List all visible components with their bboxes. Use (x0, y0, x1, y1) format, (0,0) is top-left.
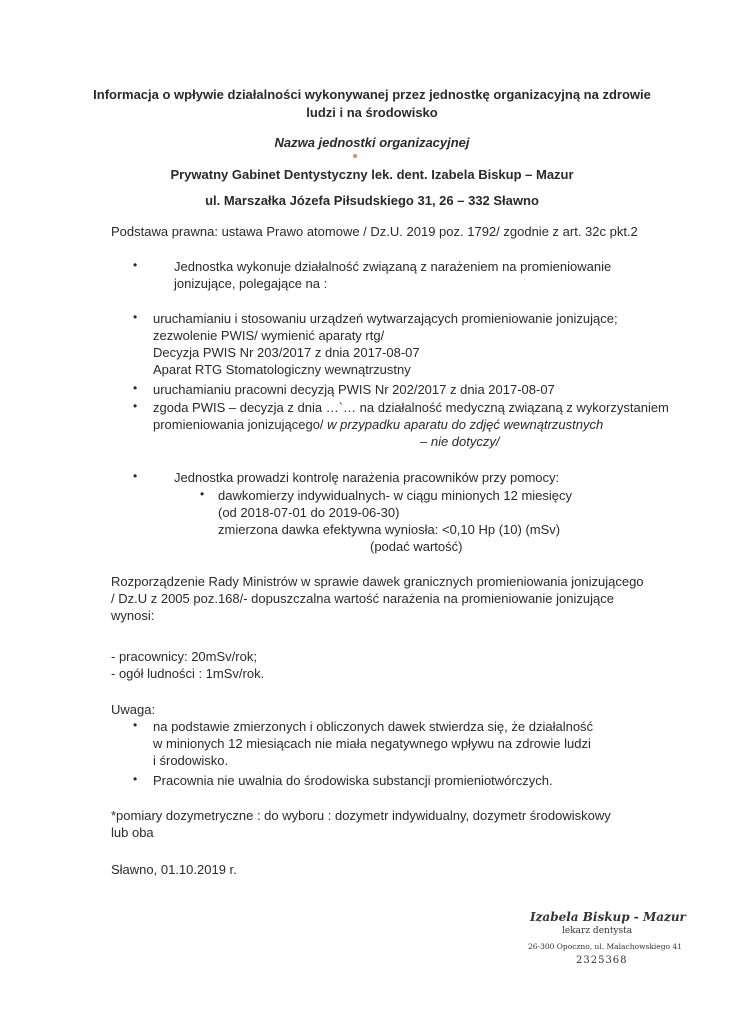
section2-sub1: dawkomierzy indywidualnych- w ciągu minionych 12 miesięcy (218, 488, 573, 503)
bullet-marker: • (133, 469, 138, 483)
section1-line2: jonizujące, polegające na : (174, 276, 328, 291)
regulation-line1: Rozporządzenie Rady Ministrów w sprawie dawek granicznych promieniowania jonizującego (111, 574, 644, 589)
footnote-line1: *pomiary dozymetryczne : do wyboru : dozymetr indywidualny, dozymetr środowiskowy (111, 808, 611, 823)
item3-line2 (153, 416, 603, 433)
document-title-line2: ludzi i na środowisko (306, 105, 438, 120)
red-mark (353, 154, 357, 158)
bullet-marker: • (133, 258, 138, 272)
legal-basis: Podstawa prawna: ustawa Prawo atomowe / Dz.U. 2019 poz. 1792/ zgodnie z art. 32c pkt.2 (111, 224, 638, 239)
note-label: Uwaga: (111, 702, 156, 717)
item1-line2: zezwolenie PWIS/ wymienić aparaty rtg/ (153, 328, 385, 343)
item1-line3: Decyzja PWIS Nr 203/2017 z dnia 2017-08-07 (153, 345, 420, 360)
note-bullet1-line3: i środowisko. (153, 753, 229, 768)
item3-line2-plain: promieniowania jonizującego/ (153, 417, 328, 432)
document-title-line1: Informacja o wpływie działalności wykonywanej przez jednostkę organizacyjną na zdrowie (93, 87, 651, 102)
footnote-line2: lub oba (111, 825, 154, 840)
bullet-marker: • (133, 718, 138, 732)
bullet-marker: • (133, 310, 138, 324)
section2-line1: Jednostka prowadzi kontrolę narażenia pracowników przy pomocy: (174, 470, 560, 485)
bullet-marker: • (133, 772, 138, 786)
section2-sub2: (od 2018-07-01 do 2019-06-30) (218, 505, 400, 520)
signature-stamp (528, 904, 688, 974)
unit-label: Nazwa jednostki organizacyjnej (274, 135, 470, 150)
stamp-line3: 2325368 (576, 955, 628, 966)
item3-line2-italic: w przypadku aparatu do zdjęć wewnątrzustnych (327, 417, 604, 432)
limit-public: - ogół ludności : 1mSv/rok. (111, 666, 265, 681)
section2-sub4: (podać wartość) (370, 539, 463, 554)
unit-address: ul. Marszałka Józefa Piłsudskiego 31, 26 – 332 Sławno (205, 193, 539, 208)
item2: uruchamianiu pracowni decyzją PWIS Nr 202/2017 z dnia 2017-08-07 (153, 382, 555, 397)
regulation-line2: / Dz.U z 2005 poz.168/- dopuszczalna wartość narażenia na promieniowanie jonizujące (111, 591, 614, 606)
note-bullet1-line2: w minionych 12 miesiącach nie miała negatywnego wpływu na zdrowie ludzi (153, 736, 591, 751)
bullet-marker: • (133, 399, 138, 413)
stamp-signature: Izabela Biskup - Mazur (530, 910, 686, 924)
stamp-line1: lekarz dentysta (562, 926, 633, 936)
note-bullet1-line1: na podstawie zmierzonych i obliczonych dawek stwierdza się, że działalność (153, 719, 594, 734)
section2-sub3: zmierzona dawka efektywna wyniosła: <0,10 Hp (10) (mSv) (218, 522, 561, 537)
place-date: Sławno, 01.10.2019 r. (111, 862, 237, 877)
unit-name: Prywatny Gabinet Dentystyczny lek. dent. Izabela Biskup – Mazur (170, 167, 574, 182)
item1-line4: Aparat RTG Stomatologiczny wewnątrzustny (153, 362, 411, 377)
item3-line3: – nie dotyczy/ (420, 434, 500, 449)
bullet-marker: • (133, 381, 138, 395)
note-bullet2: Pracownia nie uwalnia do środowiska substancji promieniotwórczych. (153, 773, 553, 788)
item3-line1: zgoda PWIS – decyzja z dnia …`… na działalność medyczną związaną z wykorzystaniem (153, 400, 669, 415)
item1-line1: uruchamianiu i stosowaniu urządzeń wytwarzających promieniowanie jonizujące; (153, 311, 618, 326)
stamp-line2: 26-300 Opoczno, ul. Malachowskiego 41 (528, 942, 682, 951)
regulation-line3: wynosi: (111, 608, 155, 623)
bullet-marker: • (200, 487, 205, 501)
section1-line1: Jednostka wykonuje działalność związaną z narażeniem na promieniowanie (174, 259, 612, 274)
limit-workers: - pracownicy: 20mSv/rok; (111, 649, 257, 664)
